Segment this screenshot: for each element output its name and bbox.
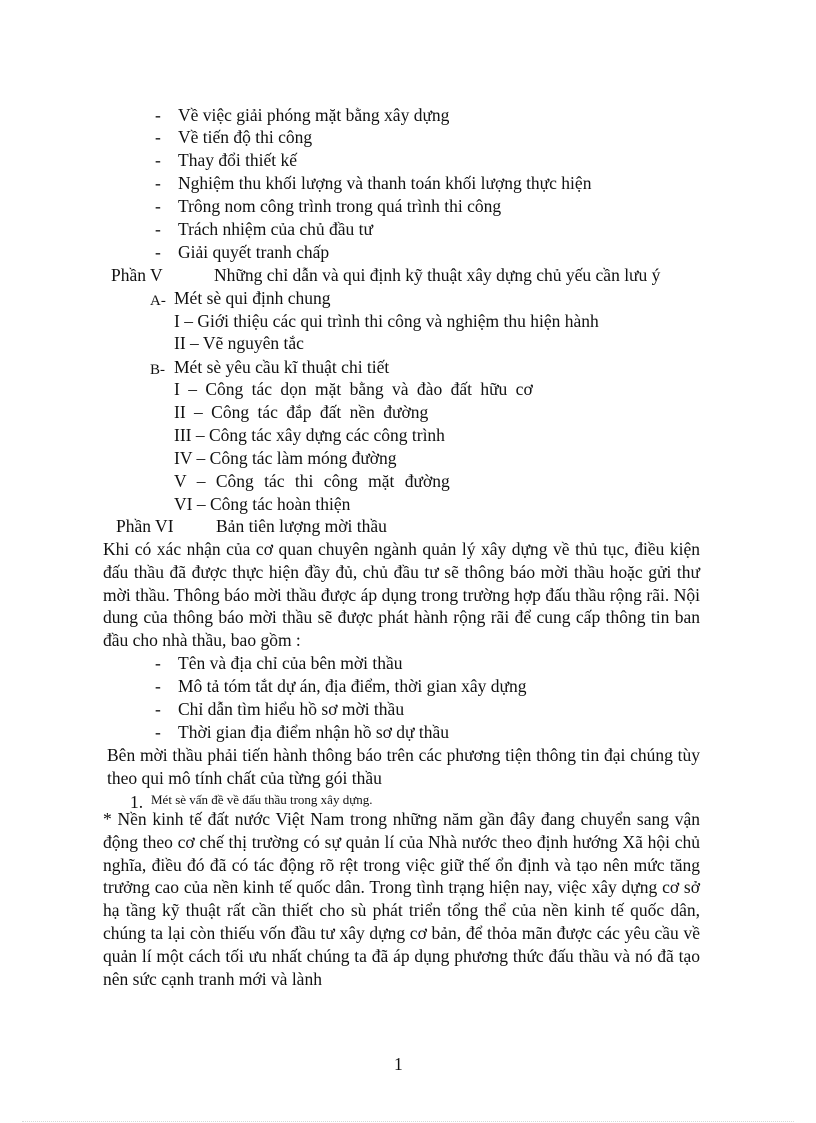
list-item: Trách nhiệm của chủ đầu tư — [178, 219, 373, 239]
list-bullet: - — [155, 105, 161, 125]
list-item: Về việc giải phóng mặt bằng xây dựng — [178, 105, 450, 125]
section-marker: A- — [150, 293, 166, 309]
list-bullet: - — [155, 699, 161, 719]
body-paragraph: * Nền kinh tế đất nước Việt Nam trong những năm gần đây đang chuyển sang vận động theo cơ chế thị trường có sự quản lí của Nhà nước theo định hướng Xã hội chủ nghĩa, điều đó đã có tác động rõ rệt trong việc giữ thế ổn định và tạo nên mức tăng trưởng cao của nền kinh tế quốc dân. Trong tình trạng hiện nay, việc xây dựng cơ sở hạ tầng kỹ thuật rất cần thiết cho sù phát triển tổng thể của nền kinh tế quốc dân, chúng ta lại còn thiếu vốn đầu tư xây dựng cơ bản, để thỏa mãn được các yêu cầu về quản lí một cách tối ưu nhất chúng ta đã áp dụng phương thức đấu thầu và nó đã tạo nên sức cạnh tranh mới và lành — [103, 809, 700, 989]
section-title: Mét sè yêu cầu kĩ thuật chi tiết — [174, 357, 390, 377]
list-bullet: - — [155, 722, 161, 742]
body-paragraph: Bên mời thầu phải tiến hành thông báo trên các phương tiện thông tin đại chúng tùy theo qui mô tính chất của từng gói thầu — [107, 745, 700, 788]
part-title: Bản tiên lượng mời thầu — [216, 516, 387, 536]
heading-number: 1. — [130, 792, 144, 812]
list-bullet: - — [155, 196, 161, 216]
section-item: I – Công tác dọn mặt bằng và đào đất hữu cơ — [174, 379, 533, 399]
section-item: III – Công tác xây dựng các công trình — [174, 425, 445, 445]
list-item: Chỉ dẫn tìm hiểu hồ sơ mời thầu — [178, 699, 405, 719]
section-item: II – Vẽ nguyên tắc — [174, 333, 304, 353]
list-bullet: - — [155, 653, 161, 673]
list-item: Nghiệm thu khối lượng và thanh toán khối lượng thực hiện — [178, 173, 592, 193]
section-item: VI – Công tác hoàn thiện — [174, 494, 351, 514]
list-item: Thay đổi thiết kế — [178, 150, 298, 170]
section-title: Mét sè qui định chung — [174, 288, 331, 308]
list-bullet: - — [155, 242, 161, 262]
list-bullet: - — [155, 127, 161, 147]
list-item: Giải quyết tranh chấp — [178, 242, 330, 262]
part-title: Những chỉ dẫn và qui định kỹ thuật xây dựng chủ yếu cần lưu ý — [214, 265, 661, 285]
page-number: 1 — [394, 1054, 403, 1074]
section-marker: B- — [150, 362, 165, 378]
list-bullet: - — [155, 676, 161, 696]
body-paragraph: Khi có xác nhận của cơ quan chuyên ngành quản lý xây dựng về thủ tục, điều kiện đấu thầu đã được thực hiện đầy đủ, chủ đầu tư sẽ thông báo mời thầu hoặc gửi thư mời thầu. Thông báo mời thầu được áp dụng trong trường hợp đấu thầu rộng rãi. Nội dung của thông báo mời thầu sẽ được phát hành rộng rãi để cung cấp thông tin ban đầu cho nhà thầu, bao gồm : — [103, 539, 700, 651]
part-label: Phần V — [111, 265, 163, 285]
list-item: Về tiến độ thi công — [178, 127, 313, 147]
page-bottom-divider — [22, 1121, 794, 1122]
list-item: Tên và địa chỉ của bên mời thầu — [178, 653, 403, 673]
list-item: Trông nom công trình trong quá trình thi công — [178, 196, 502, 216]
list-item: Mô tả tóm tắt dự án, địa điểm, thời gian xây dựng — [178, 676, 527, 696]
list-item: Thời gian địa điểm nhận hồ sơ dự thầu — [178, 722, 450, 742]
section-item: IV – Công tác làm móng đường — [174, 448, 397, 468]
section-item: II – Công tác đắp đất nền đường — [174, 402, 429, 422]
list-bullet: - — [155, 173, 161, 193]
list-bullet: - — [155, 150, 161, 170]
part-label: Phần VI — [116, 516, 174, 536]
heading-text: Mét sè vấn đề về đấu thầu trong xây dựng. — [151, 792, 373, 807]
section-item: V – Công tác thi công mặt đường — [174, 471, 450, 491]
list-bullet: - — [155, 219, 161, 239]
section-item: I – Giới thiệu các qui trình thi công và nghiệm thu hiện hành — [174, 311, 599, 331]
